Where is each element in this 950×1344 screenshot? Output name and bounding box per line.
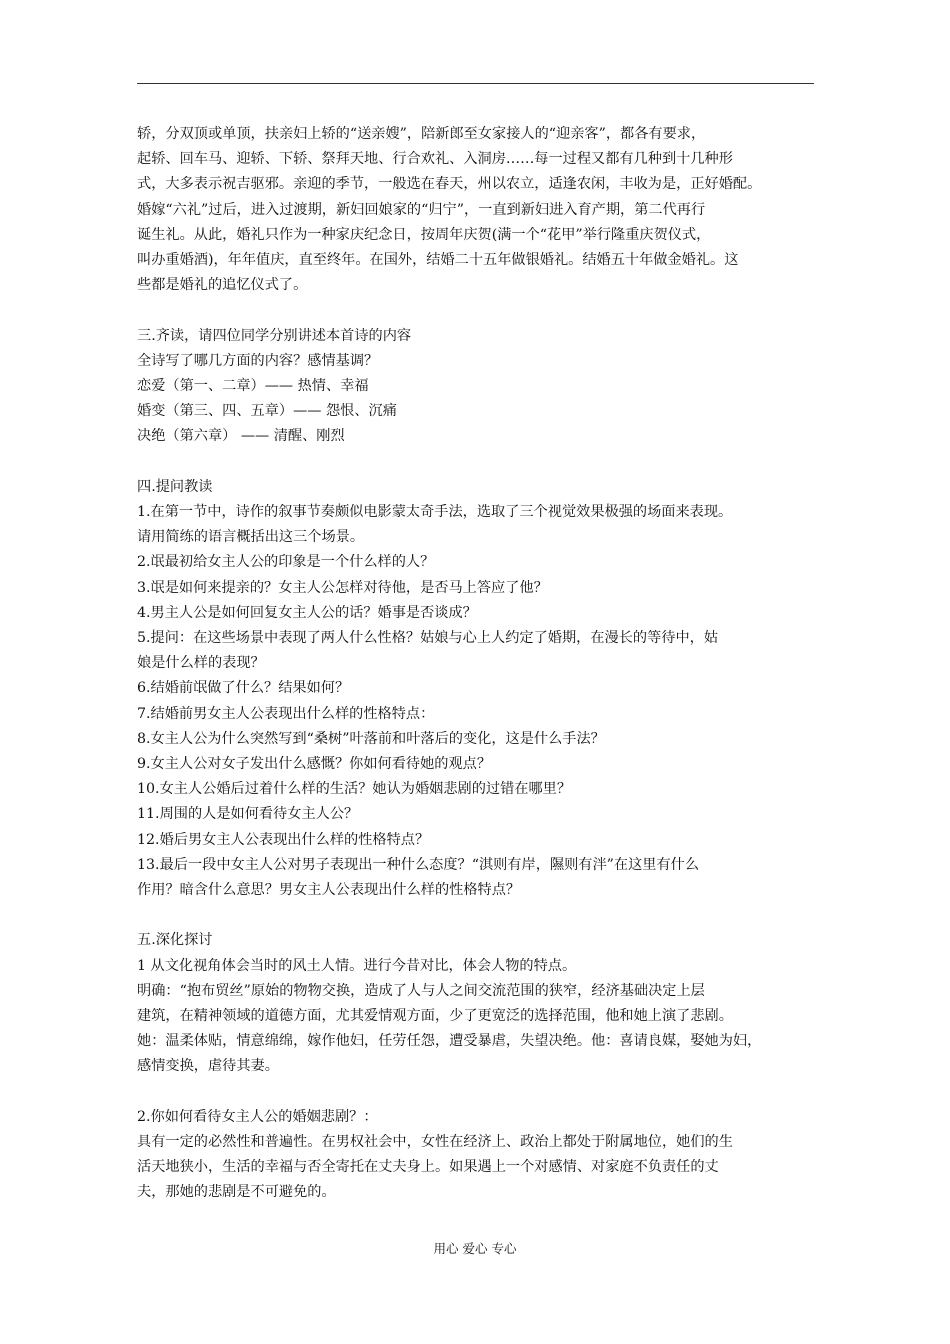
text-line: 2.你如何看待女主人公的婚姻悲剧？： — [137, 1108, 378, 1125]
list-item: 婚变（第三、四、五章）—— 怨恨、沉痛 — [137, 403, 397, 420]
text-line: 起轿、回车马、迎轿、下轿、祭拜天地、行合欢礼、入洞房……每一过程又都有几种到十几种形 — [137, 151, 733, 168]
question-line: 1.在第一节中，诗作的叙事节奏颇似电影蒙太奇手法，选取了三个视觉效果极强的场面来表现。 — [137, 504, 733, 521]
list-item: 恋爱（第一、二章）—— 热情、幸福 — [137, 378, 369, 395]
question-line: 11.周围的人是如何看待女主人公？ — [137, 806, 359, 823]
question-line: 6.结婚前氓做了什么？结果如何？ — [137, 680, 350, 697]
text-line: 建筑，在精神领域的道德方面，尤其爱情观方面，少了更宽泛的选择范围，他和她上演了悲剧。 — [137, 1008, 733, 1025]
paragraph-wedding-customs — [137, 122, 827, 298]
section-heading: 三.齐读，请四位同学分别讲述本首诗的内容 — [137, 327, 412, 344]
header-rule — [137, 83, 814, 84]
section-five — [137, 928, 827, 1205]
question-line: 5.提问：在这些场景中表现了两人什么性格？姑娘与心上人约定了婚期，在漫长的等待中，姑 — [137, 630, 719, 647]
question-line: 娘是什么样的表现？ — [137, 655, 265, 672]
text-line: 式，大多表示祝吉驱邪。亲迎的季节，一般选在春天，州以农立，适逢农闲，丰收为是，正好婚配。 — [137, 176, 762, 193]
page-footer: 用心 爱心 专心 — [433, 1241, 517, 1256]
question-line: 4.男主人公是如何回复女主人公的话？婚事是否谈成？ — [137, 604, 477, 621]
document-body — [137, 122, 827, 1206]
section-question: 全诗写了哪几方面的内容？感情基调？ — [137, 352, 379, 369]
text-line: 夫，那她的悲剧是不可避免的。 — [137, 1184, 336, 1201]
question-line: 7.结婚前男女主人公表现出什么样的性格特点： — [137, 705, 435, 722]
text-line: 婚嫁“六礼”过后，进入过渡期，新妇回娘家的“归宁”，一直到新妇进入育产期，第二代再行 — [137, 201, 706, 218]
text-line: 明确：“抱布贸丝”原始的物物交换，造成了人与人之间交流范围的狭窄，经济基础决定上层 — [137, 982, 705, 999]
text-line: 具有一定的必然性和普遍性。在男权社会中，女性在经济上、政治上都处于附属地位，她们的生 — [137, 1134, 733, 1151]
section-heading: 四.提问教读 — [137, 478, 213, 495]
text-line: 感情变换，虐待其妻。 — [137, 1058, 279, 1075]
text-line: 轿，分双顶或单顶，扶亲妇上轿的“送亲嫂”，陪新郎至女家接人的“迎亲客”，都各有要求， — [137, 126, 706, 142]
question-line: 8.女主人公为什么突然写到“桑树”叶落前和叶落后的变化，这是什么手法？ — [137, 730, 605, 747]
section-heading: 五.深化探讨 — [137, 932, 213, 949]
question-line: 12.婚后男女主人公表现出什么样的性格特点？ — [137, 831, 430, 848]
text-line: 诞生礼。从此，婚礼只作为一种家庆纪念日，按周年庆贺(满一个“花甲”举行隆重庆贺仪式， — [137, 226, 711, 243]
text-line: 活天地狭小，生活的幸福与否全寄托在丈夫身上。如果遇上一个对感情、对家庭不负责任的丈 — [137, 1159, 719, 1176]
question-line: 2.氓最初给女主人公的印象是一个什么样的人？ — [137, 554, 435, 571]
question-line: 13.最后一段中女主人公对男子表现出一种什么态度？“淇则有岸，隰则有泮”在这里有什么 — [137, 856, 700, 873]
text-line: 她：温柔体贴，情意绵绵，嫁作他妇，任劳任怨，遭受暴虐，失望决绝。他：喜请良媒，娶她为妇， — [137, 1033, 762, 1050]
question-line: 作用？暗含什么意思？男女主人公表现出什么样的性格特点？ — [137, 882, 521, 899]
text-line: 1 从文化视角体会当时的风土人情。进行今昔对比，体会人物的特点。 — [137, 957, 577, 974]
text-line: 叫办重婚酒)，年年值庆，直至终年。在国外，结婚二十五年做银婚礼。结婚五十年做金婚礼。这 — [137, 252, 739, 269]
list-item: 决绝（第六章） —— 清醒、刚烈 — [137, 428, 345, 445]
question-line: 9.女主人公对女子发出什么感慨？你如何看待她的观点？ — [137, 756, 492, 773]
question-line: 请用简练的语言概括出这三个场景。 — [137, 529, 365, 546]
section-four — [137, 475, 827, 903]
text-line: 些都是婚礼的追忆仪式了。 — [137, 277, 308, 294]
section-three — [137, 324, 827, 450]
question-line: 3.氓是如何来提亲的？女主人公怎样对待他，是否马上答应了他？ — [137, 579, 548, 596]
question-line: 10.女主人公婚后过着什么样的生活？她认为婚姻悲剧的过错在哪里？ — [137, 781, 572, 798]
